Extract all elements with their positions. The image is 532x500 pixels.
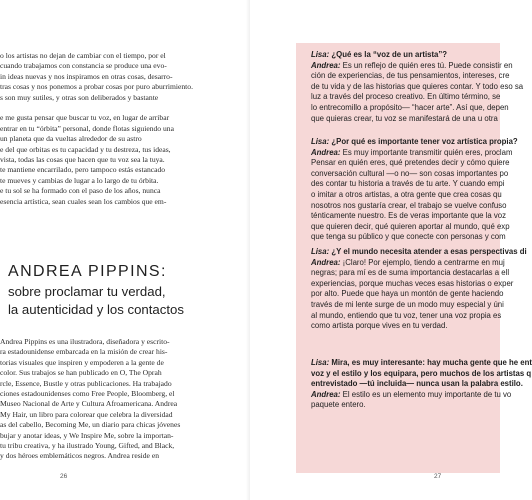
answer-line — [311, 211, 507, 222]
text-line: ra estadounidense embarcada en la misión de crear his- — [0, 347, 168, 357]
line-text: El estilo es un elemento muy importante de tu vo — [342, 389, 512, 399]
speaker-label: Lisa: — [311, 137, 332, 146]
speaker-label: Andrea: — [311, 60, 343, 70]
answer-line — [311, 102, 509, 114]
text-line: as del cabello, Becoming Me, un diario para chicas jóvenes — [0, 420, 181, 430]
answer-line — [311, 400, 500, 411]
heading-subtitle-line: sobre proclamar tu verdad, — [8, 284, 166, 299]
text-line: un planeta que da vueltas alrededor de su astro — [0, 134, 142, 144]
right-page — [250, 0, 532, 500]
answer-line — [311, 71, 510, 82]
speaker-label: Lisa: — [311, 358, 332, 367]
line-text: nosotros nos gustaría crear, el trabajo se vuelve confuso — [311, 200, 507, 210]
line-text: des contar tu historia a través de tu arte. Y cuando empi — [311, 179, 505, 189]
text-line: e tu sol se ha formado con el paso de los años, nunca — [0, 186, 161, 196]
speaker-label: Lisa: — [311, 247, 332, 256]
text-line — [0, 103, 190, 113]
speaker-label: Andrea: — [311, 147, 343, 157]
question-line — [311, 379, 523, 390]
line-text: ténticamente nuestro. Es de veras importante que la voz — [311, 211, 507, 221]
answer-line — [311, 179, 505, 190]
qa-block — [311, 50, 524, 124]
answer-line — [311, 158, 510, 169]
line-text: lo entrecomillo a propósito— “hacer arte”. Así que, depen — [311, 102, 509, 112]
line-text: Es muy importante transmitir quién eres, proclam — [342, 147, 513, 157]
text-line: entrar en tu “órbita” personal, donde flotas siguiendo una — [0, 123, 174, 133]
line-text: negras; para mí es de suma importancia destacarlas a ell — [311, 268, 510, 278]
answer-line — [311, 200, 507, 212]
text-line: esencia artística, sean cuales sean los cambios que em- — [0, 196, 167, 206]
line-text: que tenga su público y que conecte con personas y com — [311, 232, 506, 242]
line-text: entrevistado —tú incluida— nunca usan la palabra estilo. — [311, 379, 523, 389]
speaker-label: Andrea: — [311, 389, 343, 399]
text-line: rcle, Essence, Bustle y otras publicaciones. Ha trabajado — [0, 378, 172, 388]
answer-line — [311, 92, 500, 103]
text-line: cuando trabajamos con constancia se produce una evo- — [0, 61, 167, 71]
answer-line — [311, 278, 514, 290]
line-text: al mundo, entiendo que tu voz, tener una voz propia es — [311, 310, 502, 320]
text-line: Andrea Pippins es una ilustradora, diseñadora y escrito- — [0, 337, 170, 346]
answer-line — [311, 114, 500, 125]
qa-block — [311, 137, 518, 243]
line-text: o imitar a otros artistas, a otra gente que crea cosas qu — [311, 189, 502, 199]
author-bio — [0, 337, 190, 462]
line-text: ¿Qué es la “voz de un artista”? — [331, 50, 448, 59]
text-line: s son muy sutiles, y otras son deliberados y bastante — [0, 92, 159, 102]
answer-line — [311, 321, 500, 332]
text-line: tu tribu creativa, y ha ilustrado Young, Gifted, and Black, — [0, 441, 175, 451]
answer-line — [311, 81, 524, 93]
answer-line — [311, 257, 505, 269]
line-text: Mira, es muy interesante: hay mucha gente que he ent — [331, 358, 532, 367]
text-line: vista, todas las cosas que hacen que tu voz sea la tuya. — [0, 155, 165, 165]
text-line: in ideas nuevas y nos inspiramos en otras cosas, desarro- — [0, 71, 173, 81]
line-text: como artista porque vives en tu verdad. — [311, 321, 448, 331]
text-line: e del que orbitas es tu capacidad y tu destreza, tus ideas, — [0, 144, 171, 154]
text-line: te mueves y cambias de lugar a lo largo de tu órbita. — [0, 175, 159, 185]
answer-line — [311, 168, 509, 180]
speaker-label: Lisa: — [311, 50, 332, 59]
answer-line — [311, 147, 513, 159]
line-text: que quieren decir, qué quieren aportar al mundo, qué exp — [311, 221, 510, 231]
line-text: ¿Y el mundo necesita atender a esas perspectivas di — [331, 247, 527, 256]
line-text: Pensar en quién eres, qué pretendes decir y cómo quiere — [311, 158, 510, 168]
line-text: experiencias, porque muchas veces esas historias o exper — [311, 278, 514, 288]
answer-line — [311, 311, 500, 322]
left-page — [0, 0, 250, 500]
answer-line — [311, 232, 506, 243]
heading-title: ANDREA PIPPINS: — [8, 263, 167, 280]
page-number-right: 27 — [434, 473, 442, 480]
question-line — [311, 50, 500, 61]
question-line — [311, 247, 527, 258]
line-text: ción de experiencias, de tus pensamientos, intereses, cre — [311, 71, 510, 81]
answer-line — [311, 289, 504, 300]
line-text: luz a través del proceso creativo. En último término, se — [311, 92, 501, 102]
page-number-left: 26 — [60, 473, 68, 480]
question-line — [311, 137, 518, 148]
line-text: ¿Por qué es importante tener voz artística propia? — [331, 137, 518, 146]
answer-line — [311, 60, 513, 72]
line-text: que quieras crear, tu voz se manifestará de una u otra — [311, 113, 498, 123]
text-line: color. Sus trabajos se han publicado en O, The Oprah — [0, 368, 162, 378]
line-text: por alto. Puede que haya un montón de gente haciendo — [311, 289, 504, 299]
answer-line — [311, 221, 510, 233]
answer-line — [311, 190, 500, 201]
line-text: paquete entero. — [311, 400, 366, 410]
text-line: Museo Nacional de Arte y Cultura Afroamericana. Andrea — [0, 399, 178, 409]
intro-paragraphs — [0, 51, 193, 207]
line-text: voz y el estilo y los equipara, pero muchos de los artistas q — [311, 368, 532, 378]
text-line: ciones estadounidenses como Free People, Bloomberg, el — [0, 389, 175, 399]
line-text: ¡Claro! Por ejemplo, tiendo a centrarme en muj — [342, 257, 505, 267]
qa-block — [311, 247, 527, 332]
line-text: conversación cultural —o no— son cosas importantes po — [311, 168, 509, 178]
section-heading — [8, 262, 184, 318]
line-text: de tu vida y de las historias que quieres contar. Y todo eso sa — [311, 81, 524, 91]
answer-line — [311, 389, 512, 401]
text-line: te mantiene encarrilado, pero tampoco estás estancado — [0, 165, 166, 175]
speaker-label: Andrea: — [311, 257, 343, 267]
line-text: través de mi lente surge de un modo muy especial y úni — [311, 299, 504, 309]
text-line: torias visuales que inspiren y empoderen a la gente de — [0, 357, 164, 367]
answer-line — [311, 268, 510, 279]
answer-line — [311, 299, 504, 311]
qa-block — [311, 358, 532, 411]
text-line: e me gusta pensar que buscar tu voz, en lugar de arribar — [0, 113, 170, 123]
text-line: y dos héroes emblemáticos negros. Andrea reside en — [0, 451, 159, 461]
text-line: o los artistas no dejan de cambiar con el tiempo, por el — [0, 51, 166, 60]
question-line — [311, 368, 532, 380]
text-line: My Hair, un libro para colorear que celebra la diversidad — [0, 409, 173, 419]
question-line — [311, 358, 532, 369]
line-text: Es un reflejo de quién eres tú. Puede consistir en — [342, 60, 513, 70]
heading-subtitle-line: la autenticidad y los contactos — [8, 302, 184, 317]
text-line: tras cosas y nos ponemos a probar cosas por puro aburrimiento. — [0, 82, 193, 92]
text-line: bujar y anotar ideas, y We Inspire Me, sobre la importan- — [0, 430, 174, 440]
